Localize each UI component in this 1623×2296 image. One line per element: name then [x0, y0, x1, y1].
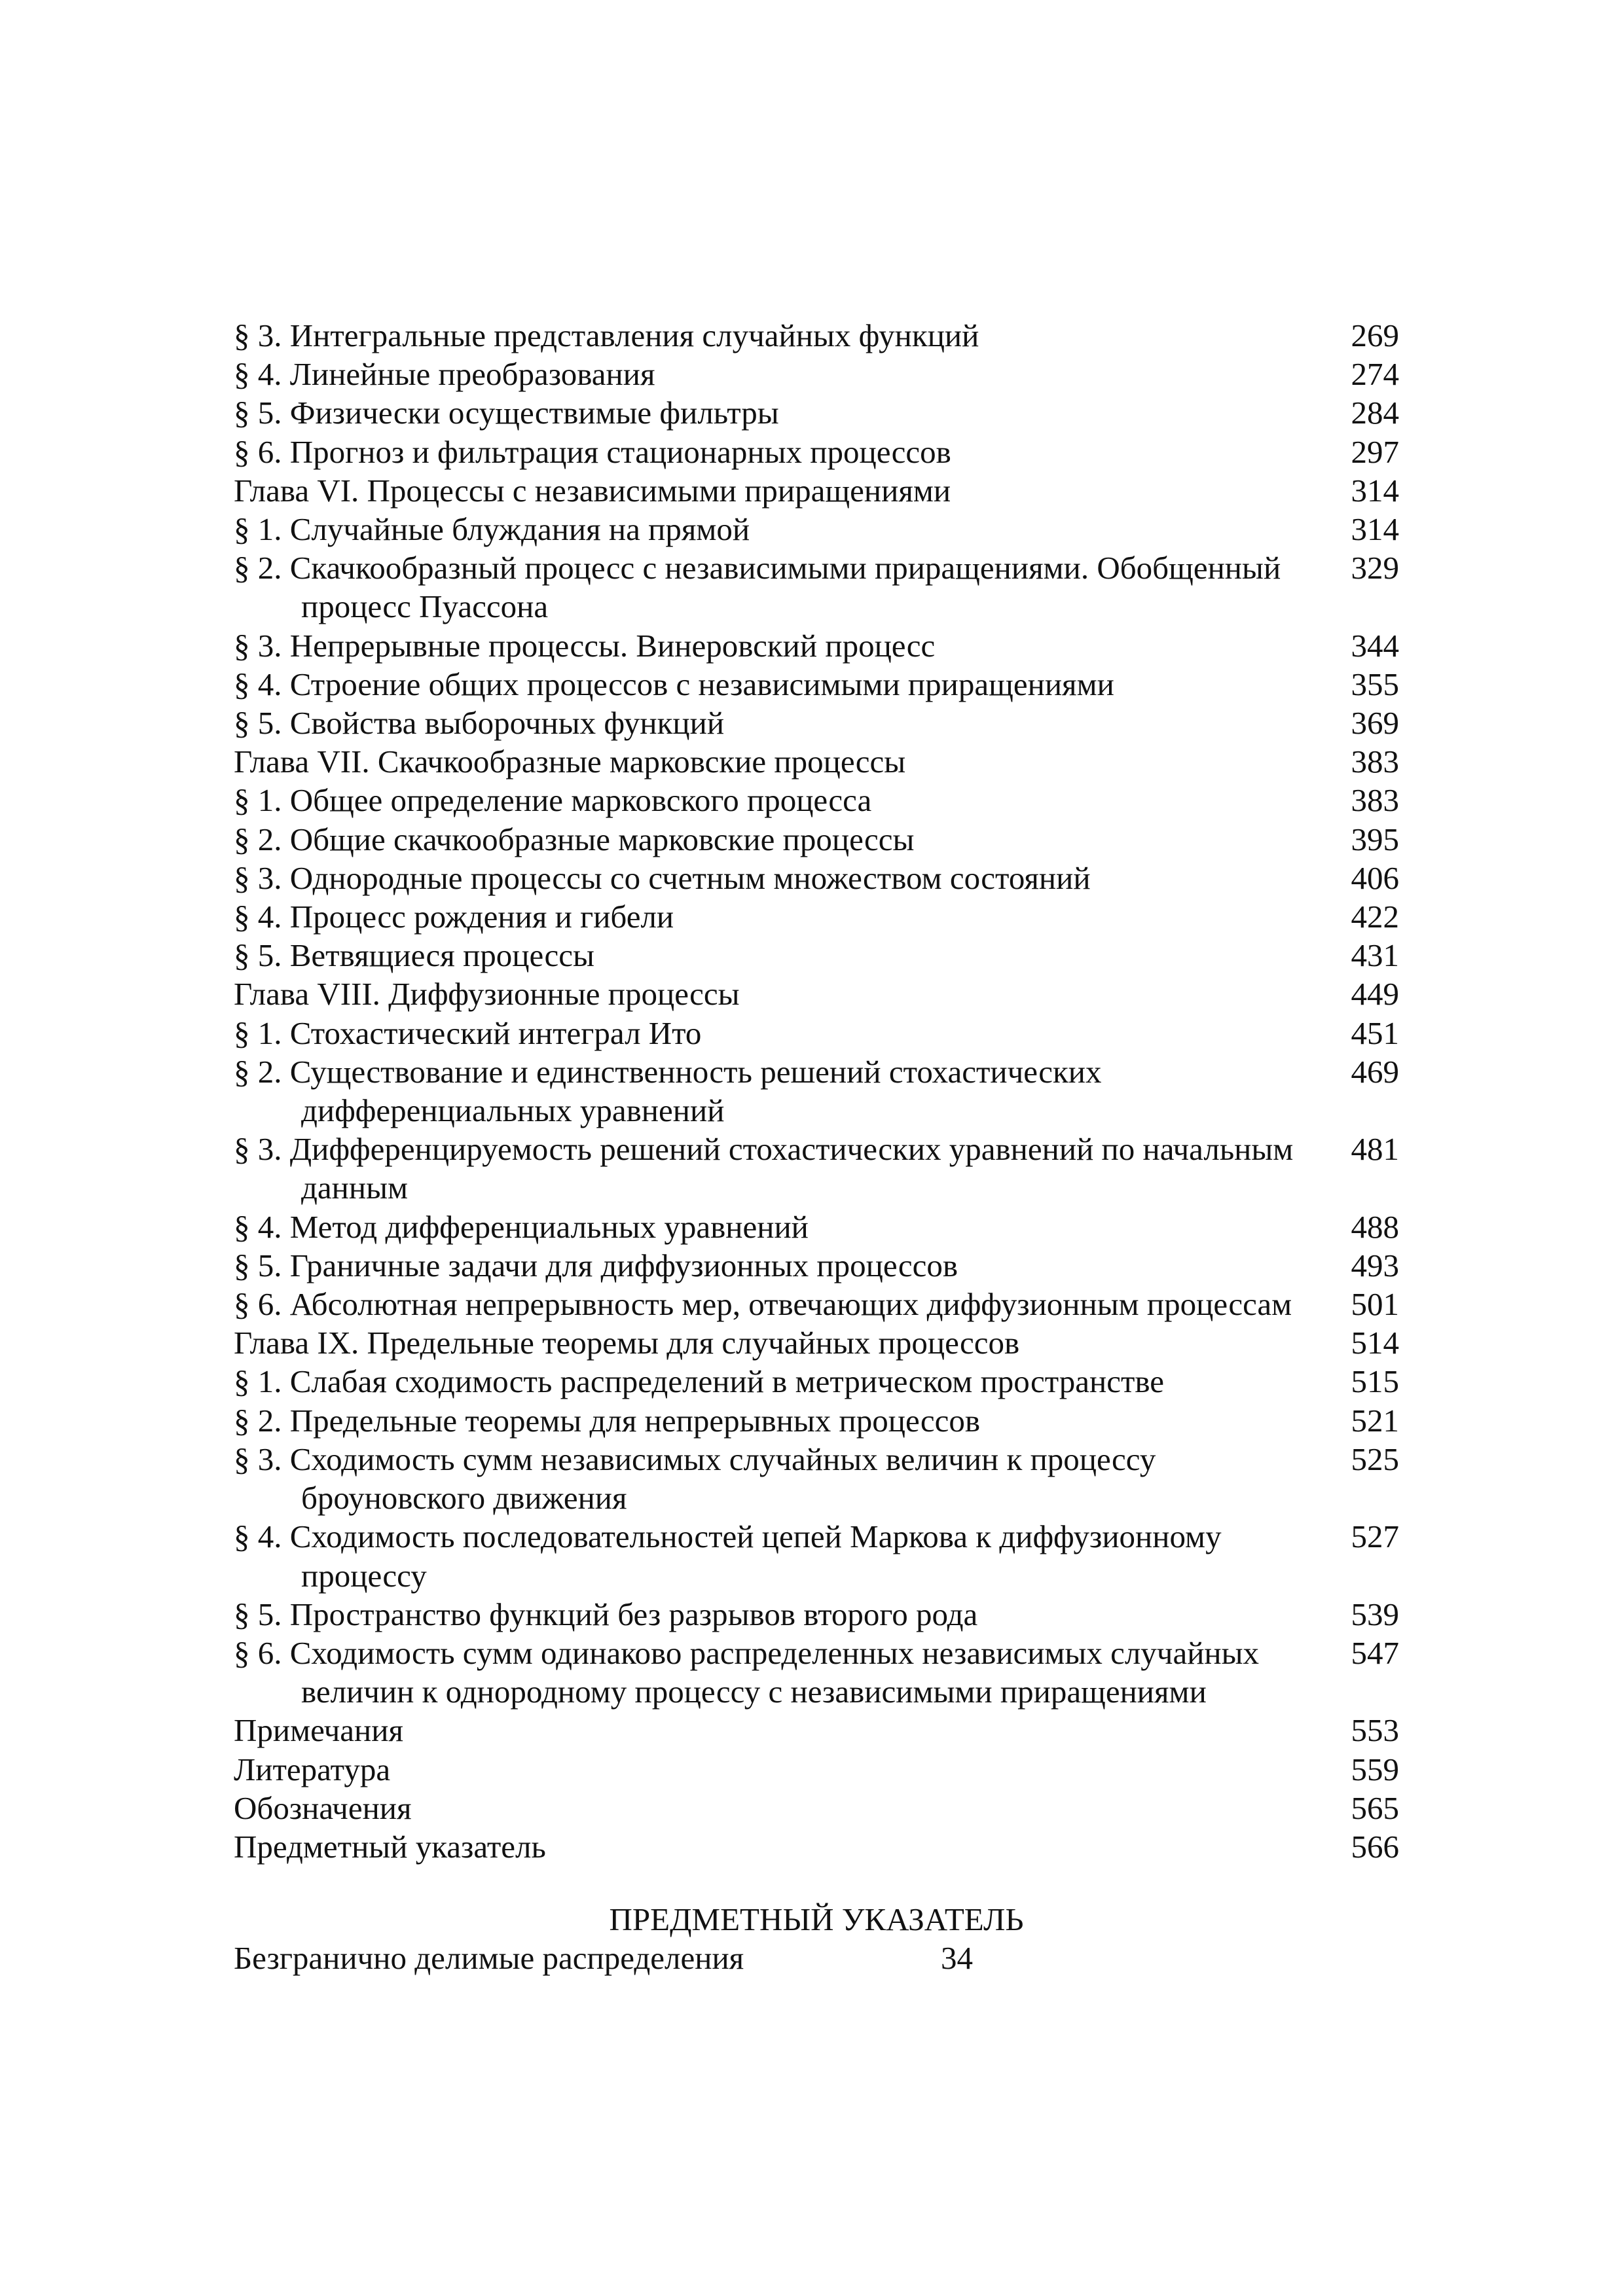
toc-entry-page: 501 — [1351, 1286, 1399, 1323]
toc-entry-title: § 5. Свойства выборочных функций — [234, 705, 725, 742]
index-entry-page: 34 — [941, 1940, 973, 1976]
toc-entry-title: § 4. Строение общих процессов с независимыми приращениями — [234, 666, 1114, 702]
toc-entry-title: § 4. Метод дифференциальных уравнений — [234, 1208, 809, 1245]
toc-entry-title: § 5. Физически осуществимые фильтры — [234, 395, 779, 431]
toc-entry-page: 383 — [1351, 782, 1399, 819]
toc-entry — [234, 1323, 1399, 1362]
toc-entry-page: 451 — [1351, 1014, 1399, 1051]
toc-entry-title: Литература — [234, 1751, 391, 1787]
toc-entry — [234, 820, 1399, 859]
toc-entry-title: § 3. Непрерывные процессы. Винеровский процесс — [234, 627, 936, 664]
toc-entry-page: 344 — [1351, 627, 1399, 664]
toc-entry — [234, 1440, 1399, 1517]
toc-entry-page: 274 — [1351, 356, 1399, 393]
toc-entry-page: 284 — [1351, 395, 1399, 431]
toc-entry-page: 514 — [1351, 1325, 1399, 1361]
toc-entry — [234, 471, 1399, 510]
toc-entry — [234, 1246, 1399, 1285]
toc-entry-title: § 2. Существование и единственность решений стохастических дифференциальных уравнений — [234, 1053, 1102, 1129]
toc-entry-title: § 3. Сходимость сумм независимых случайных величин к процессу броуновского движения — [234, 1441, 1156, 1516]
toc-entry-title: Примечания — [234, 1712, 404, 1749]
toc-entry — [234, 1130, 1399, 1207]
toc-entry-page: 521 — [1351, 1402, 1399, 1439]
toc-entry — [234, 1362, 1399, 1401]
toc-entry-page: 449 — [1351, 976, 1399, 1013]
toc-entry-page: 547 — [1351, 1634, 1399, 1671]
toc-entry-title: § 6. Сходимость сумм одинаково распределенных независимых случайных величин к однородному процессу с независимыми приращениями — [234, 1634, 1260, 1710]
toc-entry — [234, 1634, 1399, 1711]
toc-entry-title: § 1. Случайные блуждания на прямой — [234, 511, 750, 548]
toc-entry-page: 493 — [1351, 1247, 1399, 1283]
toc-entry-page: 297 — [1351, 433, 1399, 470]
toc-entry-page: 525 — [1351, 1441, 1399, 1477]
toc-entry-title: § 4. Процесс рождения и гибели — [234, 899, 674, 935]
index-entry — [234, 1939, 973, 1977]
toc-entry-page: 488 — [1351, 1208, 1399, 1245]
toc-entry — [234, 975, 1399, 1013]
toc-entry-title: Глава VII. Скачкообразные марковские процессы — [234, 744, 906, 780]
toc-entry — [234, 626, 1399, 665]
toc-entry — [234, 742, 1399, 781]
toc-entry-title: § 6. Прогноз и фильтрация стационарных процессов — [234, 433, 951, 470]
toc-entry-title: § 1. Стохастический интеграл Ито — [234, 1014, 702, 1051]
toc-entry-page: 422 — [1351, 899, 1399, 935]
toc-entry-page: 314 — [1351, 511, 1399, 548]
table-of-contents — [234, 316, 1399, 1866]
toc-entry-title: § 5. Граничные задачи для диффузионных процессов — [234, 1247, 958, 1283]
toc-entry-page: 481 — [1351, 1131, 1399, 1168]
toc-entry — [234, 1595, 1399, 1634]
toc-entry — [234, 704, 1399, 742]
toc-entry-title: § 3. Однородные процессы со счетным множеством состояний — [234, 859, 1091, 896]
toc-entry-page: 566 — [1351, 1828, 1399, 1865]
toc-entry — [234, 936, 1399, 975]
toc-entry-page: 355 — [1351, 666, 1399, 702]
toc-entry-page: 395 — [1351, 821, 1399, 857]
toc-entry — [234, 1014, 1399, 1052]
toc-entry-title: Обозначения — [234, 1789, 412, 1826]
toc-entry — [234, 1711, 1399, 1749]
toc-entry — [234, 1052, 1399, 1130]
toc-entry-title: § 1. Слабая сходимость распределений в метрическом пространстве — [234, 1363, 1164, 1400]
toc-entry-title: Глава VIII. Диффузионные процессы — [234, 976, 740, 1013]
toc-entry-title: § 2. Общие скачкообразные марковские процессы — [234, 821, 915, 857]
toc-entry — [234, 1285, 1399, 1323]
toc-entry-title: § 4. Линейные преобразования — [234, 356, 655, 393]
toc-entry — [234, 1827, 1399, 1866]
toc-entry — [234, 897, 1399, 936]
toc-entry — [234, 1750, 1399, 1789]
toc-entry-page: 383 — [1351, 744, 1399, 780]
toc-entry — [234, 781, 1399, 819]
toc-entry — [234, 859, 1399, 897]
toc-entry-title: § 3. Интегральные представления случайных функций — [234, 317, 979, 353]
toc-entry — [234, 1789, 1399, 1827]
toc-entry-title: § 5. Ветвящиеся процессы — [234, 937, 594, 974]
toc-entry-title: Глава IX. Предельные теоремы для случайных процессов — [234, 1325, 1020, 1361]
toc-entry-page: 527 — [1351, 1518, 1399, 1555]
toc-entry — [234, 510, 1399, 548]
toc-entry-page: 515 — [1351, 1363, 1399, 1400]
toc-entry-page: 314 — [1351, 472, 1399, 509]
toc-entry — [234, 433, 1399, 471]
toc-entry — [234, 1517, 1399, 1594]
toc-entry-page: 539 — [1351, 1596, 1399, 1632]
toc-entry-page: 369 — [1351, 705, 1399, 742]
toc-entry-title: Предметный указатель — [234, 1828, 546, 1865]
toc-entry-page: 553 — [1351, 1712, 1399, 1749]
toc-entry-page: 269 — [1351, 317, 1399, 353]
toc-entry-page: 559 — [1351, 1751, 1399, 1787]
toc-entry-title: Глава VI. Процессы с независимыми приращениями — [234, 472, 951, 509]
toc-entry — [234, 355, 1399, 393]
toc-entry-title: § 5. Пространство функций без разрывов второго рода — [234, 1596, 978, 1632]
toc-entry — [234, 1401, 1399, 1440]
toc-entry — [234, 316, 1399, 355]
toc-entry-title: § 1. Общее определение марковского процесса — [234, 782, 872, 819]
index-entry-term: Безгранично делимые распределения — [234, 1940, 744, 1976]
toc-entry-title: § 2. Предельные теоремы для непрерывных процессов — [234, 1402, 981, 1439]
toc-entry-page: 431 — [1351, 937, 1399, 974]
toc-entry-title: § 3. Дифференцируемость решений стохастических уравнений по начальным данным — [234, 1131, 1294, 1206]
toc-entry-page: 329 — [1351, 550, 1399, 586]
toc-entry — [234, 393, 1399, 432]
toc-entry-title: § 2. Скачкообразный процесс с независимыми приращениями. Обобщенный процесс Пуассона — [234, 550, 1281, 625]
toc-entry-page: 565 — [1351, 1789, 1399, 1826]
toc-entry-page: 406 — [1351, 859, 1399, 896]
toc-entry-title: § 6. Абсолютная непрерывность мер, отвечающих диффузионным процессам — [234, 1286, 1292, 1323]
toc-entry-title: § 4. Сходимость последовательностей цепей Маркова к диффузионному процессу — [234, 1518, 1222, 1594]
toc-entry — [234, 665, 1399, 704]
toc-entry-page: 469 — [1351, 1053, 1399, 1090]
subject-index-heading: ПРЕДМЕТНЫЙ УКАЗАТЕЛЬ — [609, 1901, 1024, 1937]
toc-entry — [234, 548, 1399, 626]
toc-entry — [234, 1208, 1399, 1246]
